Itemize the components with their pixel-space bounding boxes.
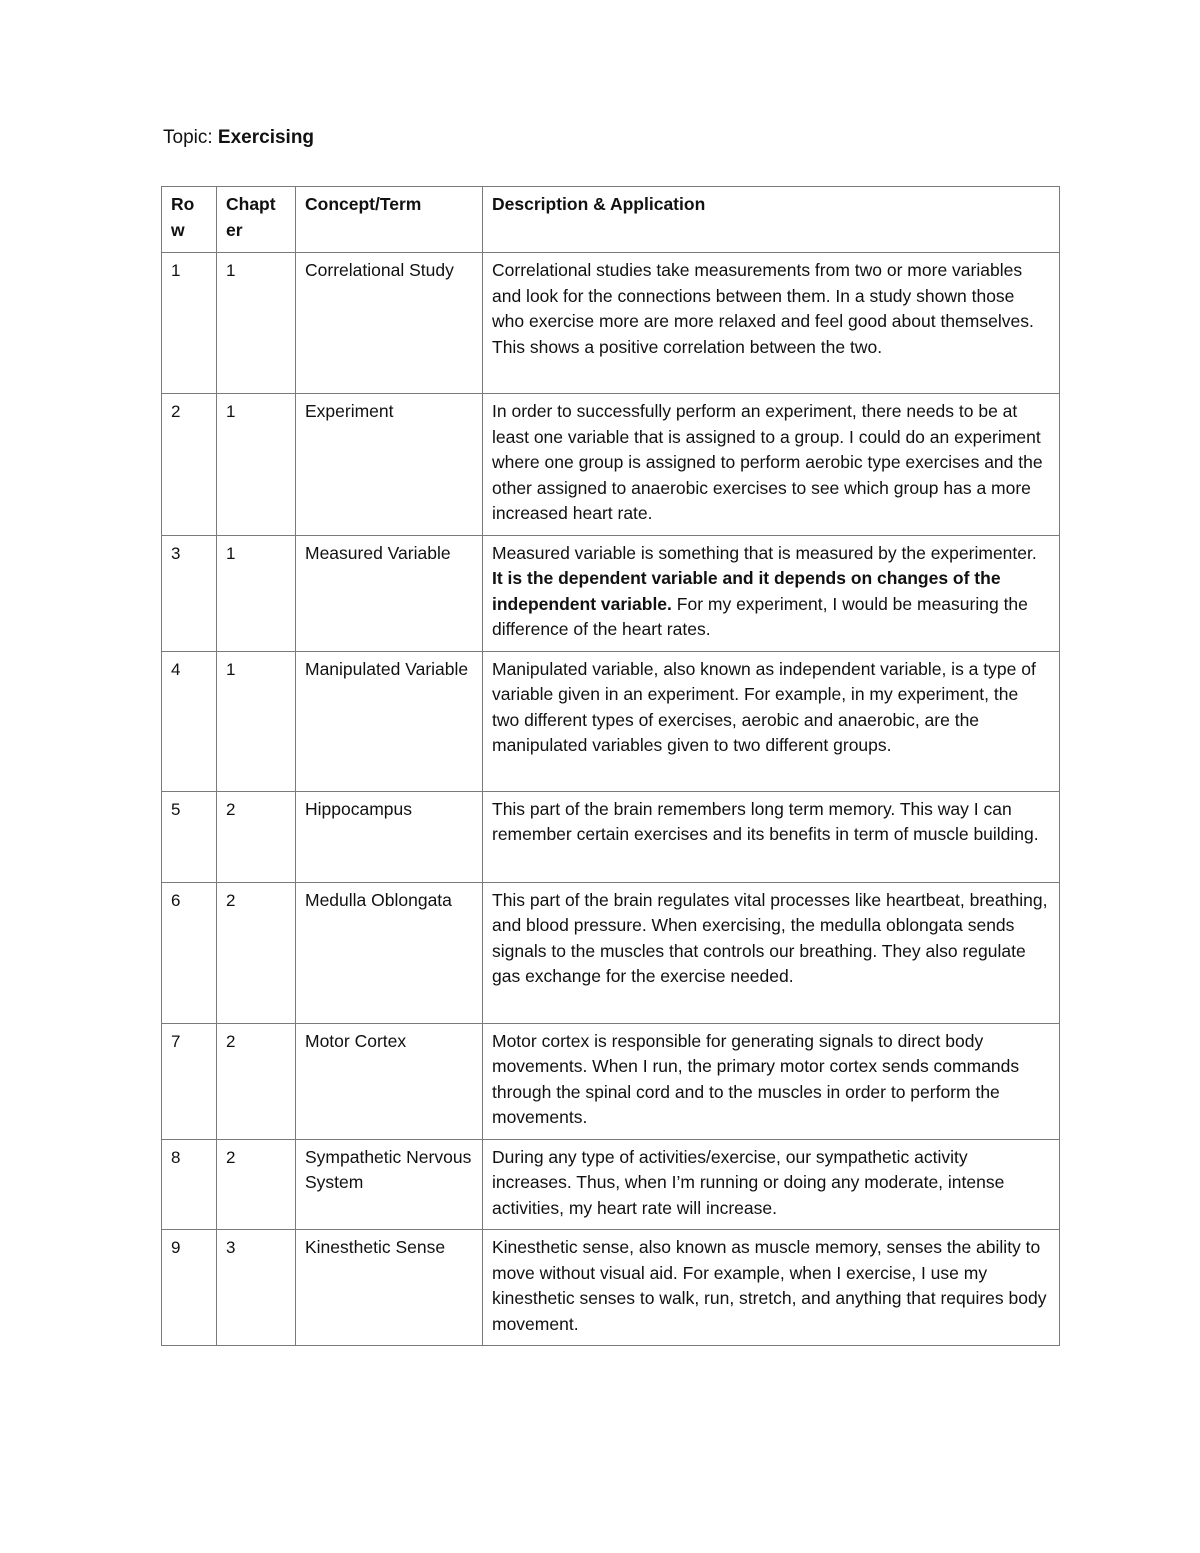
concept-description: Correlational studies take measurements from two or more variables and look for the connections between them. In a study shown those who exercise more are more relaxed and feel good about themselves. This shows a positive correlation between the two.: [483, 253, 1060, 394]
concept-term: Hippocampus: [296, 791, 483, 882]
concept-table: [161, 186, 1060, 1346]
table-row: [162, 1139, 1060, 1230]
concept-description: During any type of activities/exercise, our sympathetic activity increases. Thus, when I’m running or doing any moderate, intense activities, my heart rate will increase.: [483, 1139, 1060, 1230]
table-row: [162, 1023, 1060, 1139]
row-number: 3: [162, 535, 217, 651]
chapter-number: 1: [217, 253, 296, 394]
topic-value: Exercising: [217, 127, 315, 148]
topic-label: Topic:: [163, 127, 218, 148]
description-text: Measured variable is something that is measured by the experimenter.: [492, 542, 1037, 563]
concept-description: Manipulated variable, also known as independent variable, is a type of variable given in an experiment. For example, in my experiment, the two different types of exercises, aerobic and anaerobic, are the manipulated variables given to two different groups.: [483, 651, 1060, 791]
concept-term: Medulla Oblongata: [296, 882, 483, 1023]
concept-term: Kinesthetic Sense: [296, 1230, 483, 1346]
table-row: [162, 882, 1060, 1023]
concept-term: Sympathetic Nervous System: [296, 1139, 483, 1230]
table-row: [162, 253, 1060, 394]
table-row: [162, 535, 1060, 651]
table-row: [162, 791, 1060, 882]
concept-description: In order to successfully perform an experiment, there needs to be at least one variable that is assigned to a group. I could do an experiment where one group is assigned to perform aerobic type exercises and the other assigned to anaerobic exercises to see which group has a more increased heart rate.: [483, 394, 1060, 536]
table-header-row: [162, 187, 1060, 253]
row-number: 6: [162, 882, 217, 1023]
chapter-number: 3: [217, 1230, 296, 1346]
chapter-number: 2: [217, 1023, 296, 1139]
row-number: 8: [162, 1139, 217, 1230]
concept-term: Experiment: [296, 394, 483, 536]
concept-description: This part of the brain remembers long term memory. This way I can remember certain exercises and its benefits in term of muscle building.: [483, 791, 1060, 882]
table-row: [162, 651, 1060, 791]
concept-description: Motor cortex is responsible for generating signals to direct body movements. When I run, the primary motor cortex sends commands through the spinal cord and to the muscles in order to perform the movements.: [483, 1023, 1060, 1139]
concept-description: [483, 535, 1060, 651]
description-bold-text: It is the dependent variable and it depends on changes of the independent variable.: [492, 568, 1001, 614]
chapter-number: 1: [217, 535, 296, 651]
chapter-number: 2: [217, 1139, 296, 1230]
row-number: 4: [162, 651, 217, 791]
chapter-number: 2: [217, 791, 296, 882]
table-row: [162, 394, 1060, 536]
description-text: For my experiment, I would be measuring the difference of the heart rates.: [492, 593, 1028, 639]
chapter-number: 2: [217, 882, 296, 1023]
header-row-number: Ro w: [162, 187, 217, 253]
table-row: [162, 1230, 1060, 1346]
chapter-number: 1: [217, 394, 296, 536]
row-number: 9: [162, 1230, 217, 1346]
header-description-application: Description & Application: [483, 187, 1060, 253]
concept-term: Manipulated Variable: [296, 651, 483, 791]
header-chapter: Chapt er: [217, 187, 296, 253]
row-number: 7: [162, 1023, 217, 1139]
row-number: 2: [162, 394, 217, 536]
concept-description: Kinesthetic sense, also known as muscle memory, senses the ability to move without visual aid. For example, when I exercise, I use my kinesthetic senses to walk, run, stretch, and anything that requires body movement.: [483, 1230, 1060, 1346]
concept-term: Motor Cortex: [296, 1023, 483, 1139]
concept-term: Correlational Study: [296, 253, 483, 394]
row-number: 1: [162, 253, 217, 394]
topic-line: [163, 125, 314, 151]
chapter-number: 1: [217, 651, 296, 791]
row-number: 5: [162, 791, 217, 882]
concept-term: Measured Variable: [296, 535, 483, 651]
concept-description: This part of the brain regulates vital processes like heartbeat, breathing, and blood pressure. When exercising, the medulla oblongata sends signals to the muscles that controls our breathing. They also regulate gas exchange for the exercise needed.: [483, 882, 1060, 1023]
header-concept-term: Concept/Term: [296, 187, 483, 253]
